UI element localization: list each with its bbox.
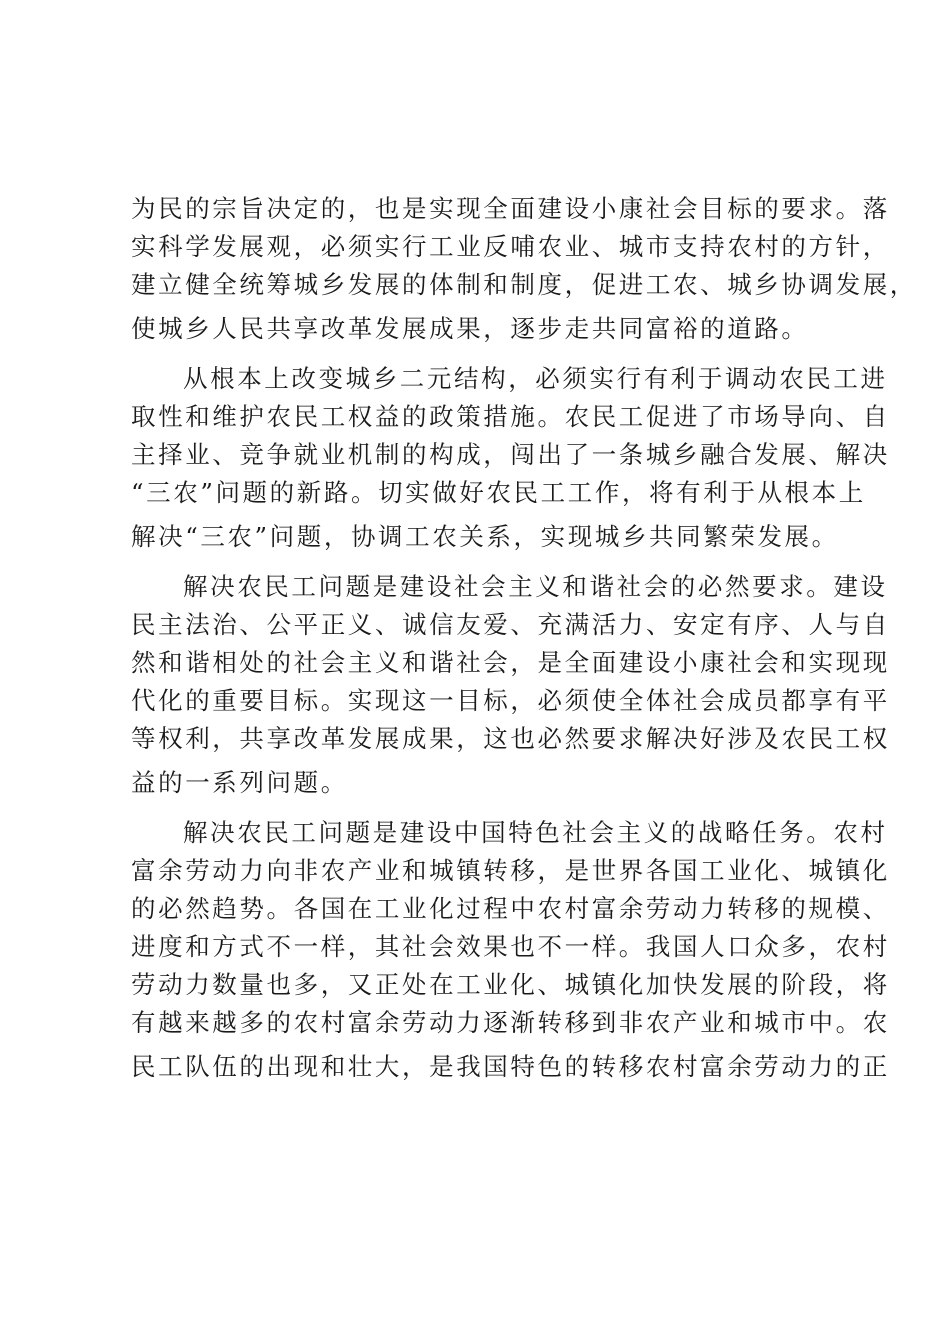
text-line: 实科学发展观，必须实行工业反哺农业、城市支持农村的方针， bbox=[131, 232, 890, 261]
text-line: 主择业、竞争就业机制的构成，闯出了一条城乡融合发展、解决 bbox=[131, 440, 890, 469]
text-line: 为民的宗旨决定的，也是实现全面建设小康社会目标的要求。落 bbox=[131, 194, 890, 223]
paragraph-4 bbox=[131, 814, 890, 1098]
text-line: 民主法治、公平正义、诚信友爱、充满活力、安定有序、人与自 bbox=[131, 610, 890, 639]
text-line: 解决农民工问题是建设中国特色社会主义的战略任务。农村 bbox=[183, 818, 888, 847]
text-line: 进度和方式不一样，其社会效果也不一样。我国人口众多，农村 bbox=[131, 932, 890, 961]
text-line: 然和谐相处的社会主义和谐社会，是全面建设小康社会和实现现 bbox=[131, 648, 890, 677]
text-line: 民工队伍的出现和壮大，是我国特色的转移农村富余劳动力的正 bbox=[131, 1052, 890, 1081]
paragraph-1 bbox=[131, 190, 917, 360]
text-line: 代化的重要目标。实现这一目标，必须使全体社会成员都享有平 bbox=[131, 686, 890, 715]
text-line: 等权利，共享改革发展成果，这也必然要求解决好涉及农民工权 bbox=[131, 724, 890, 753]
text-line: 劳动力数量也多，又正处在工业化、城镇化加快发展的阶段，将 bbox=[131, 970, 890, 999]
text-line: 解决“三农”问题，协调工农关系，实现城乡共同繁荣发展。 bbox=[131, 522, 839, 551]
text-line: “三农”问题的新路。切实做好农民工工作，将有利于从根本上 bbox=[131, 478, 866, 507]
body-text bbox=[131, 190, 917, 1098]
text-line: 有越来越多的农村富余劳动力逐渐转移到非农产业和城市中。农 bbox=[131, 1008, 890, 1037]
text-line: 益的一系列问题。 bbox=[131, 768, 348, 797]
text-line: 建立健全统筹城乡发展的体制和制度，促进工农、城乡协调发展， bbox=[131, 270, 917, 299]
text-line: 的必然趋势。各国在工业化过程中农村富余劳动力转移的规模、 bbox=[131, 894, 890, 923]
text-line: 从根本上改变城乡二元结构，必须实行有利于调动农民工进 bbox=[183, 364, 888, 393]
text-line: 富余劳动力向非农产业和城镇转移，是世界各国工业化、城镇化 bbox=[131, 856, 890, 885]
paragraph-2 bbox=[131, 360, 890, 568]
text-line: 解决农民工问题是建设社会主义和谐社会的必然要求。建设 bbox=[183, 572, 888, 601]
text-line: 使城乡人民共享改革发展成果，逐步走共同富裕的道路。 bbox=[131, 314, 809, 343]
paragraph-3 bbox=[131, 568, 890, 814]
text-line: 取性和维护农民工权益的政策措施。农民工促进了市场导向、自 bbox=[131, 402, 890, 431]
